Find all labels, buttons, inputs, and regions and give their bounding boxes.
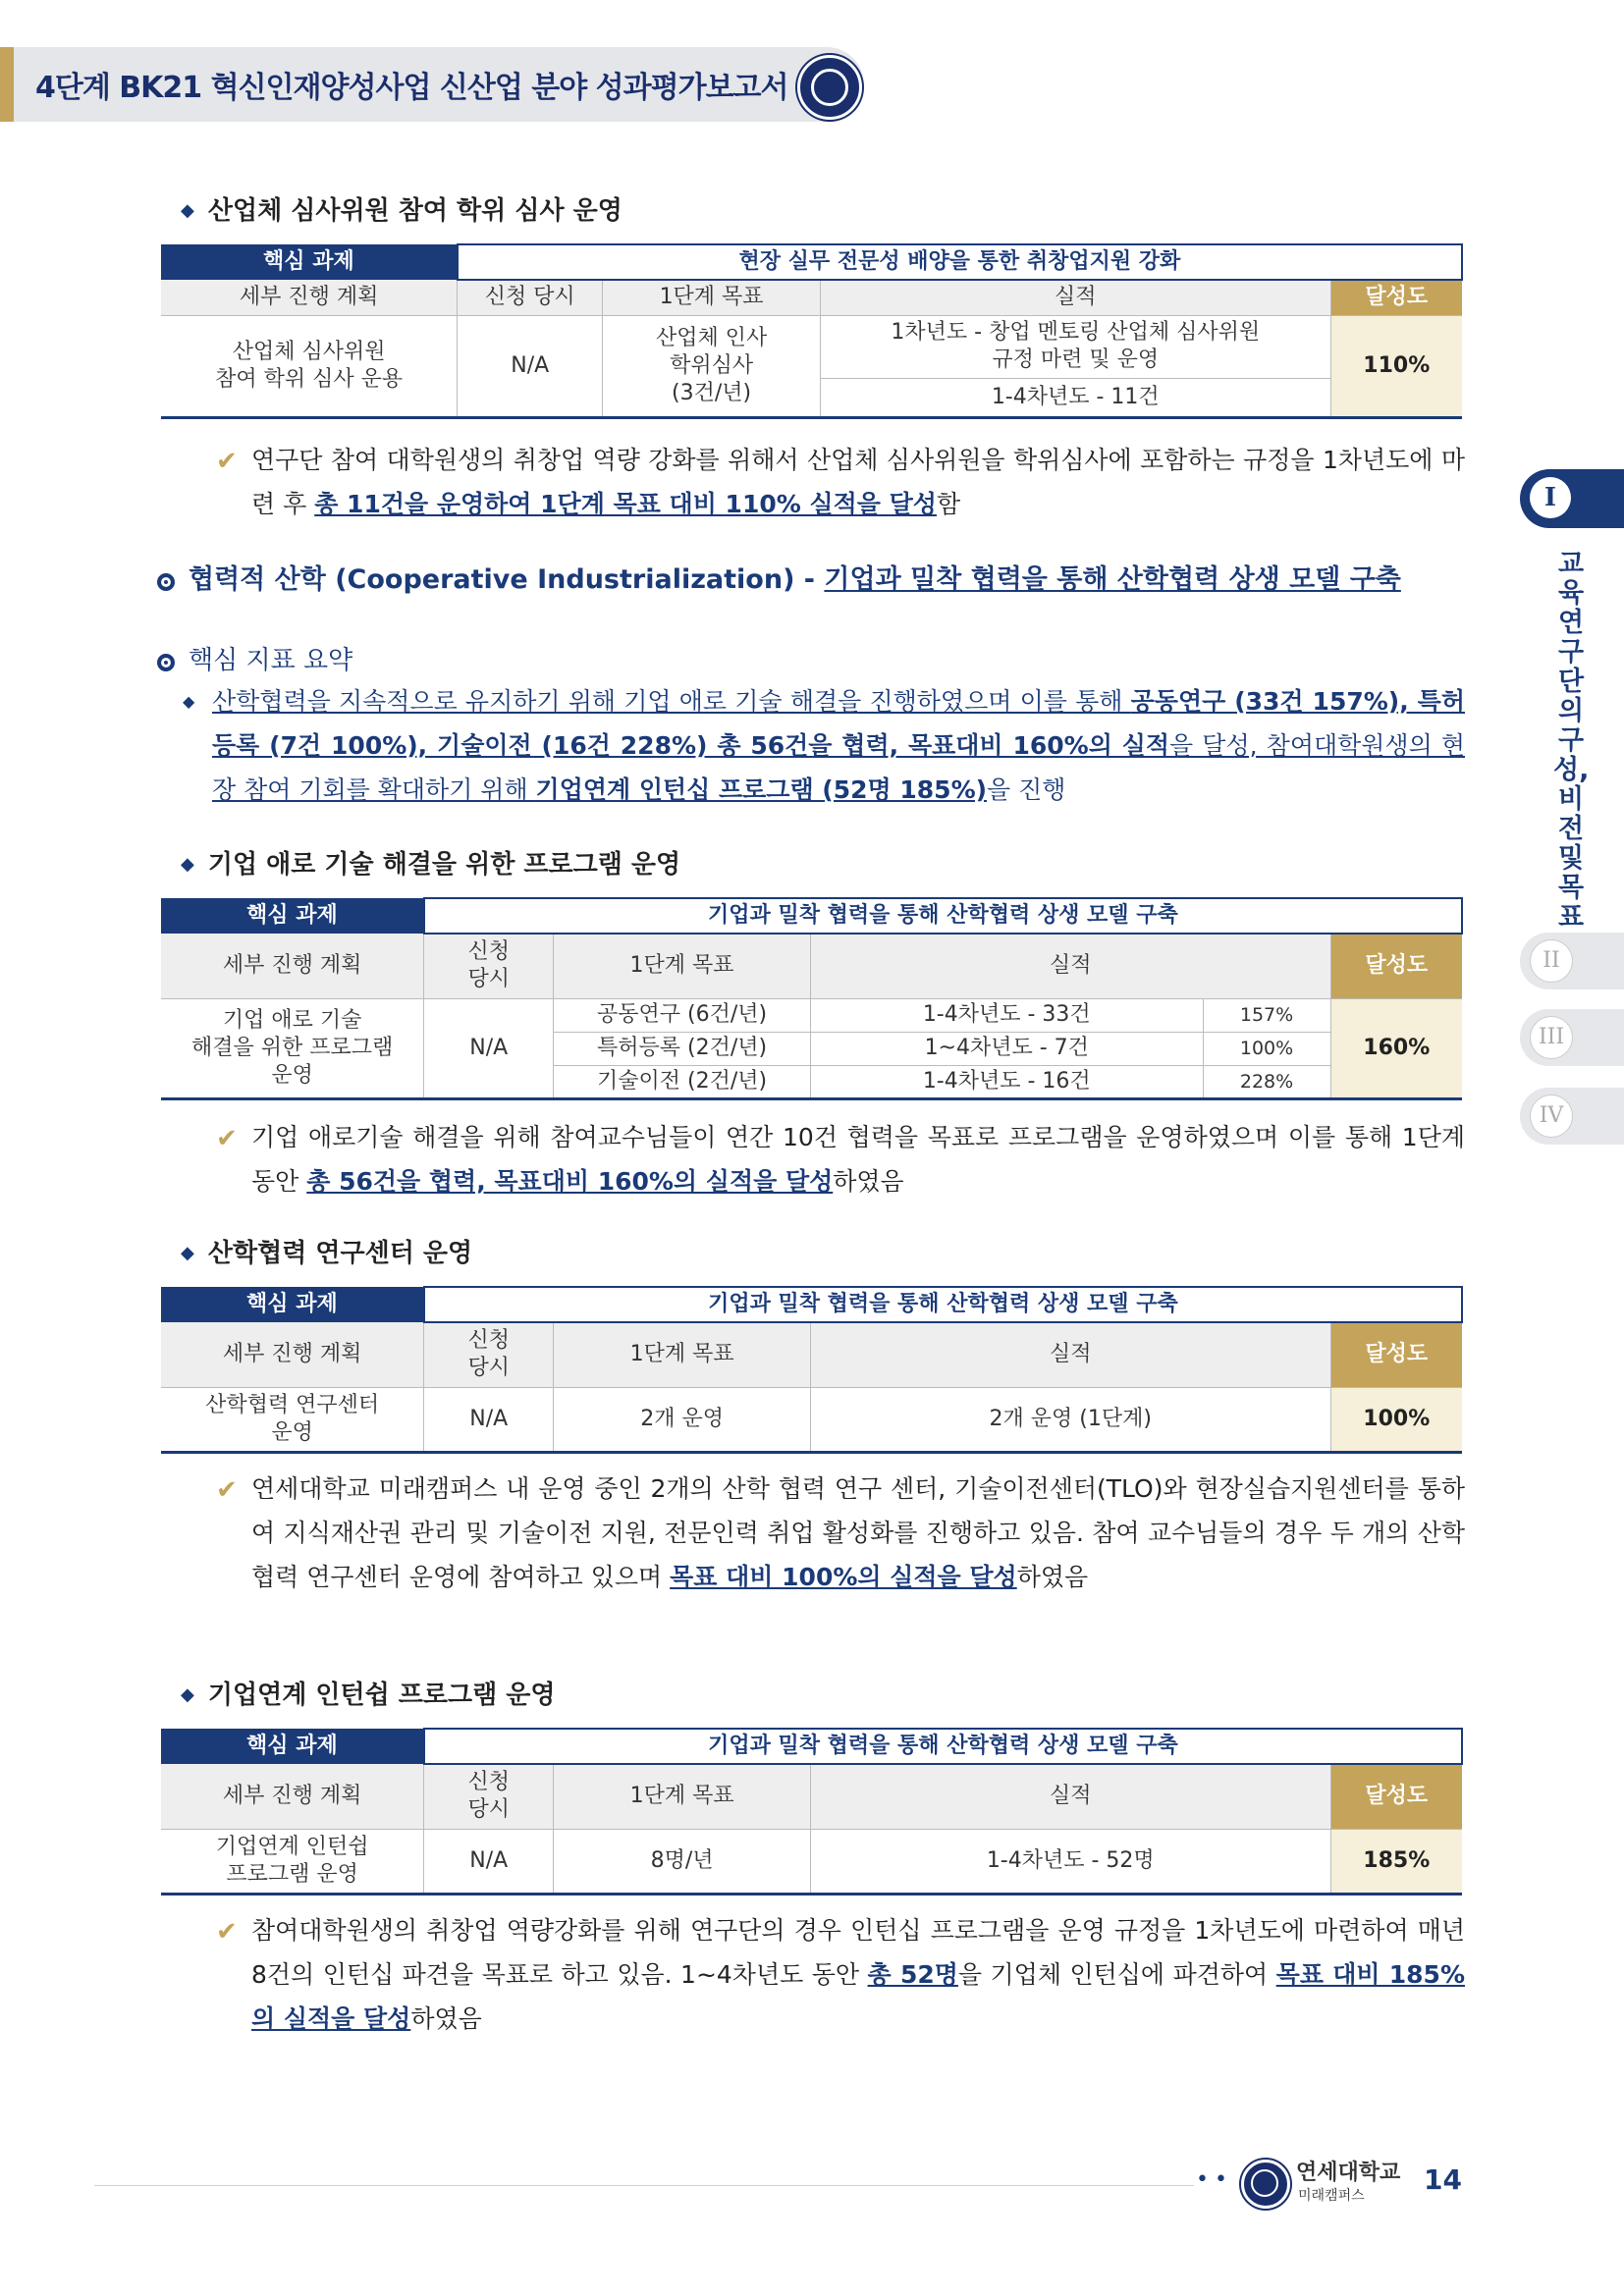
table-internship [161,1728,1463,1896]
col-plan: 세부 진행 계획 [161,934,424,998]
chapter-3-numeral: III [1530,1016,1573,1059]
table-reviewer-program [161,243,1463,419]
col-achievement: 달성도 [1330,1764,1462,1829]
section-heading: ◆ 기업 애로 기술 해결을 위한 프로그램 운영 [181,850,681,880]
footer-dots-icon: •• [1196,2167,1233,2192]
col-target: 1단계 목표 [603,280,821,315]
col-result: 실적 [810,1764,1330,1829]
col-initial: 신청 당시 [458,280,603,315]
table-research-center [161,1286,1463,1454]
col-achievement: 달성도 [1330,280,1462,315]
cell-target: 8명/년 [554,1829,811,1894]
cell-achievement: 100% [1330,1387,1462,1452]
university-seal-icon [1241,2160,1290,2209]
diamond-bullet-icon: ◆ [181,200,194,221]
diamond-bullet-icon: ◆ [181,1684,194,1705]
col-initial: 신청 당시 [424,934,554,998]
side-tab-chapter-2[interactable] [1520,933,1624,989]
section-heading: ◆ 산학협력 연구센터 운영 [181,1239,473,1268]
cell-achievement: 160% [1330,998,1462,1098]
chapter-1-numeral: I [1530,477,1571,518]
col-plan: 세부 진행 계획 [161,280,458,315]
col-target: 1단계 목표 [554,1764,811,1829]
cell-target: 특허등록 (2건/년) [554,1032,811,1065]
chapter-1-label: 교육연구단의 구성, 비전 및 목표 [1553,549,1590,933]
header-accent-bar [0,47,14,122]
core-task-label: 핵심 과제 [161,898,424,934]
chapter-2-numeral: II [1530,939,1573,983]
cell-result: 1-4차년도 - 16건 [810,1065,1203,1098]
cell-plan: 기업 애로 기술 해결을 위한 프로그램 운영 [161,998,424,1098]
cell-plan: 산학협력 연구센터 운영 [161,1387,424,1452]
col-initial: 신청 당시 [424,1322,554,1387]
paragraph: ✔ 연구단 참여 대학원생의 취창업 역량 강화를 위해서 산업체 심사위원을 학위심사에 포함하는 규정을 1차년도에 마련 후 총 11건을 운영하여 1단계 목표 대비 110% 실적을 달성함 [251,438,1465,526]
section-heading: ◆ 기업연계 인턴쉽 프로그램 운영 [181,1681,556,1710]
cell-result: 1-4차년도 - 33건 [810,998,1203,1032]
col-initial: 신청 당시 [424,1764,554,1829]
cell-target: 2개 운영 [554,1387,811,1452]
summary-paragraph: ◆ 산학협력을 지속적으로 유지하기 위해 기업 애로 기술 해결을 진행하였으며 이를 통해 공동연구 (33건 157%), 특허등록 (7건 100%), 기술이전 (16건 228%) 총 56건을 협력, 목표대비 160%의 실적을 달성, 참여대학원생의 현장 참여 기회를 확대하기 위해 기업연계 인턴십 프로그램 (52명 185%)을 진행 [212,679,1465,812]
core-task-title: 기업과 밀착 협력을 통해 산학협력 상생 모델 구축 [424,898,1462,934]
cell-rate: 157% [1203,998,1330,1032]
cell-achievement: 110% [1330,315,1462,417]
checkmark-icon: ✔ [216,1124,238,1153]
cell-rate: 228% [1203,1065,1330,1098]
side-tab-chapter-3[interactable] [1520,1009,1624,1066]
circle-bullet-icon [157,654,175,671]
page-number: 14 [1424,2163,1462,2196]
col-plan: 세부 진행 계획 [161,1322,424,1387]
chapter-4-numeral: IV [1530,1095,1573,1138]
paragraph: ✔ 연세대학교 미래캠퍼스 내 운영 중인 2개의 산학 협력 연구 센터, 기술이전센터(TLO)와 현장실습지원센터를 통하여 지식재산권 관리 및 기술이전 지원, 전문인력 취업 활성화를 진행하고 있음. 참여 교수님들의 경우 두 개의 산학협력 연구센터 운영에 참여하고 있으며 목표 대비 100%의 실적을 달성하였음 [251,1467,1465,1599]
cell-plan: 기업연계 인턴쉽 프로그램 운영 [161,1829,424,1894]
cell-target: 산업체 인사 학위심사 (3건/년) [603,315,821,417]
report-title: 4단계 BK21 혁신인재양성사업 신산업 분야 성과평가보고서 [35,71,788,105]
core-task-title: 기업과 밀착 협력을 통해 산학협력 상생 모델 구축 [424,1287,1462,1322]
footer-university: 연세대학교 [1296,2161,1401,2185]
cell-result: 1-4차년도 - 52명 [810,1829,1330,1894]
core-task-label: 핵심 과제 [161,1729,424,1764]
col-result: 실적 [810,934,1330,998]
cell-initial: N/A [424,998,554,1098]
section-heading [181,190,623,227]
summary-heading: 핵심 지표 요약 [157,640,352,676]
university-seal-icon [797,55,862,120]
col-plan: 세부 진행 계획 [161,1764,424,1829]
paragraph: ✔ 기업 애로기술 해결을 위해 참여교수님들이 연간 10건 협력을 목표로 프로그램을 운영하였으며 이를 통해 1단계 동안 총 56건을 협력, 목표대비 160%의 실적을 달성하였음 [251,1115,1465,1203]
core-task-title: 현장 실무 전문성 배양을 통한 취창업지원 강화 [458,244,1462,280]
cell-initial: N/A [458,315,603,417]
col-achievement: 달성도 [1330,934,1462,998]
cell-achievement: 185% [1330,1829,1462,1894]
core-task-title: 기업과 밀착 협력을 통해 산학협력 상생 모델 구축 [424,1729,1462,1764]
cell-result: 1차년도 - 창업 멘토링 산업체 심사위원 규정 마련 및 운영 [820,315,1330,378]
cell-initial: N/A [424,1829,554,1894]
diamond-bullet-icon: ◆ [183,692,195,711]
col-result: 실적 [810,1322,1330,1387]
checkmark-icon: ✔ [216,1475,238,1505]
side-tab-chapter-4[interactable] [1520,1088,1624,1145]
cell-result: 2개 운영 (1단계) [810,1387,1330,1452]
footer-campus: 미래캠퍼스 [1298,2188,1365,2204]
col-target: 1단계 목표 [554,1322,811,1387]
section-heading-text: 산업체 심사위원 참여 학위 심사 운영 [207,196,623,226]
col-achievement: 달성도 [1330,1322,1462,1387]
checkmark-icon: ✔ [216,447,238,476]
cell-target: 기술이전 (2건/년) [554,1065,811,1098]
circle-bullet-icon [157,573,175,591]
section-title: 협력적 산학 (Cooperative Industrialization) - 기업과 밀착 협력을 통해 산학협력 상생 모델 구축 [157,558,1401,596]
checkmark-icon: ✔ [216,1917,238,1947]
paragraph: ✔ 참여대학원생의 취창업 역량강화를 위해 연구단의 경우 인턴십 프로그램을 운영 규정을 1차년도에 마련하여 매년 8건의 인턴십 파견을 목표로 하고 있음. 1~4차년도 동안 총 52명을 기업체 인턴십에 파견하여 목표 대비 185%의 실적을 달성하였음 [251,1908,1465,2041]
cell-plan: 산업체 심사위원 참여 학위 심사 운용 [161,315,458,417]
diamond-bullet-icon: ◆ [181,854,194,875]
cell-result: 1~4차년도 - 7건 [810,1032,1203,1065]
col-target: 1단계 목표 [554,934,811,998]
cell-result: 1-4차년도 - 11건 [820,378,1330,417]
diamond-bullet-icon: ◆ [181,1243,194,1263]
footer-divider [94,2185,1194,2186]
cell-initial: N/A [424,1387,554,1452]
table-tech-solution [161,897,1463,1100]
core-task-label: 핵심 과제 [161,1287,424,1322]
core-task-label: 핵심 과제 [161,244,458,280]
cell-rate: 100% [1203,1032,1330,1065]
cell-target: 공동연구 (6건/년) [554,998,811,1032]
col-result: 실적 [820,280,1330,315]
